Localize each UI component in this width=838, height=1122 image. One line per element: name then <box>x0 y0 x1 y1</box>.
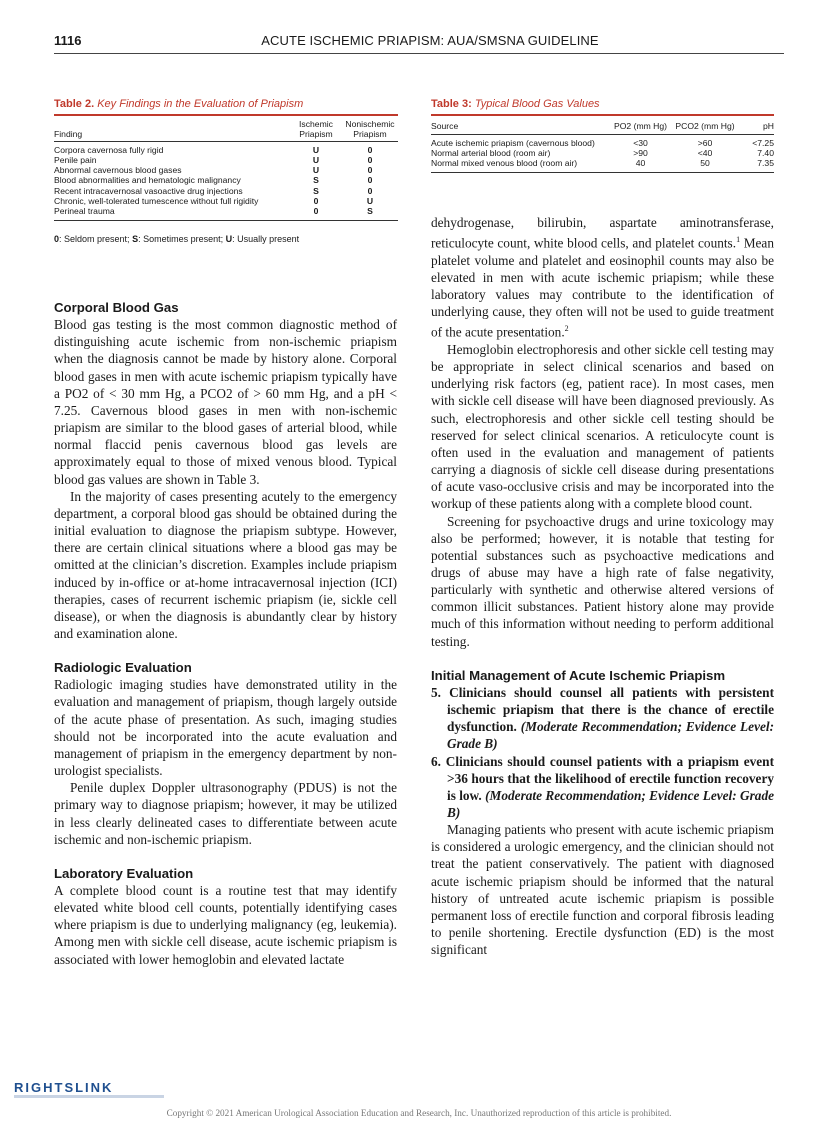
ischemic-cell: U <box>312 165 320 176</box>
table-row <box>431 148 774 158</box>
paragraph: A complete blood count is a routine test that may identify elevated white blood cell counts, potentially identifying cases where priapism is due to underlying malignancy (eg, leukemia). Among men with sickle cell disease, acute ischemic priapism is associated with lower hemoglobin and elevated lactate <box>54 883 397 967</box>
table-row <box>54 186 398 196</box>
finding-cell: Chronic, well-tolerated tumescence without full rigidity <box>54 195 259 206</box>
nonischemic-cell: 0 <box>367 155 373 166</box>
finding-cell: Blood abnormalities and hematologic malignancy <box>54 175 241 186</box>
heading-laboratory-evaluation: Laboratory Evaluation <box>54 865 194 881</box>
col-ph: pH <box>763 121 774 131</box>
col-nonischemic <box>342 119 398 139</box>
table-row <box>54 196 398 206</box>
ischemic-cell: 0 <box>313 195 319 206</box>
finding-cell: Penile pain <box>54 155 97 166</box>
col-nonischemic-l1: Nonischemic <box>345 119 395 129</box>
ischemic-cell: U <box>312 145 320 156</box>
heading-corporal-blood-gas: Corporal Blood Gas <box>54 300 179 315</box>
table-row <box>54 165 398 175</box>
table-3-header-rule <box>431 134 774 135</box>
citation-2: 2 <box>564 324 569 334</box>
nonischemic-cell: U <box>366 195 374 206</box>
rec-number: 5. <box>431 684 441 700</box>
legend-value-u: : Usually present <box>232 233 300 244</box>
text-run: dehydrogenase, bilirubin, aspartate aminotransferase, reticulocyte count, white blood cells, and platelet counts. <box>431 215 774 251</box>
paragraph: Hemoglobin electrophoresis and other sickle cell testing may be appropriate in select clinical scenarios and based on underlying risk factors (eg, patient race). In most cases, men with sickle cell disease will have been diagnosed previously. As such, electrophoresis and other sickle cell testing should be reserved for select clinical scenarios. A reticulocyte count is often used in the evaluation and management of patients carrying a diagnosis of sickle cell disease during presentations of acute vaso-occlusive crisis and may be incorporated into the workup of these patients along with a complete blood count. <box>431 341 774 512</box>
legend-key-s: S <box>132 233 139 244</box>
table-3 <box>431 98 774 173</box>
ph-cell: <7.25 <box>752 138 774 149</box>
col-po2: PO2 (mm Hg) <box>614 121 667 131</box>
left-column <box>54 299 397 968</box>
paragraph: In the majority of cases presenting acutely to the emergency department, a corporal blood gas should be obtained during the initial evaluation to diagnose the priapism subtype. However, there are certain clinical situations where a blood gas may be omitted at the clinician’s discretion. Examples include priapism induced by in-office or at-home intracavernosal injection (ICI) therapies, cases of recurrent ischemic priapism (ie, sickle cell disease), or when the diagnosis is abundantly clear by history and examination alone. <box>54 488 397 641</box>
table-2-caption <box>54 98 398 110</box>
table-row <box>54 155 398 165</box>
table-row <box>54 206 398 216</box>
rightslink-logo[interactable]: RIGHTSLINK <box>14 1080 114 1095</box>
paragraph: Penile duplex Doppler ultrasonography (PDUS) is not the primary way to diagnose priapism; however, it may be utilized in less clearly delineated cases to differentiate between acute ischemic and non-ischemic priapism. <box>54 780 397 847</box>
ischemic-cell: 0 <box>313 205 319 216</box>
col-ischemic <box>290 119 342 139</box>
recommendation-6 <box>431 753 774 822</box>
finding-cell: Corpora cavernosa fully rigid <box>54 145 164 156</box>
table-row <box>54 145 398 155</box>
po2-cell: >90 <box>633 148 648 159</box>
source-cell: Normal arterial blood (room air) <box>431 148 551 159</box>
rec-text: Clinicians should counsel patients with a priapism event >36 hours that the likelihood of erectile function recovery is low. <box>445 753 774 803</box>
ischemic-cell: U <box>312 155 320 166</box>
ischemic-cell: S <box>313 175 319 186</box>
table-2-title: Key Findings in the Evaluation of Priapism <box>97 98 304 110</box>
legend-key-0: 0 <box>54 233 60 244</box>
col-finding: Finding <box>54 129 83 140</box>
source-cell: Normal mixed venous blood (room air) <box>431 158 578 169</box>
po2-cell: <30 <box>633 138 648 149</box>
table-2-grid <box>54 119 398 216</box>
nonischemic-cell: 0 <box>367 145 373 156</box>
legend-value-0: : Seldom present; <box>59 233 133 244</box>
legend-value-s: : Sometimes present; <box>138 233 226 244</box>
table-3-top-rule <box>431 114 774 116</box>
table-2-header <box>54 119 398 139</box>
text-run: Mean platelet volume and platelet and eosinophil counts may also be elevated in men with acute ischemic priapism; while these laboratory values may contribute to the identification of underlying cause, they often will not be used to guide treatment of the acute presentation. <box>431 235 774 340</box>
col-source: Source <box>431 121 459 131</box>
table-row <box>431 158 774 168</box>
page-number: 1116 <box>54 33 82 48</box>
paragraph: Blood gas testing is the most common diagnostic method of distinguishing acute ischemic from non-ischemic priapism when the diagnosis cannot be made by history alone. Corporal blood gases in men with acute ischemic priapism typically have a PO2 of < 30 mm Hg, a PCO2 of > 60 mm Hg, and a pH < 7.25. Cavernous blood gases in men with non-ischemic priapism are similar to the blood gases of arterial blood, while normal flaccid penis cavernous blood gas levels are approximately equal to those of mixed venous blood. Typical blood gas values are shown in Table 3. <box>54 317 397 487</box>
paragraph: Screening for psychoactive drugs and urine toxicology may also be performed; however, it is notable that testing for potential substances such as psychoactive medications and drugs of abuse may have a high rate of false negativity, particularly with synthetic and otherwise altered versions of common illicit substances. Patient history alone may provide much of this information without needing to perform additional testing. <box>431 513 774 649</box>
legend-key-u: U <box>225 233 233 244</box>
paragraph: Managing patients who present with acute ischemic priapism is considered a urologic emergency, and the clinician should not treat the patient conservatively. The patient with diagnosed acute ischemic priapism should be informed that the natural history of untreated acute ischemic priapism is possible permanent loss of erectile function and corporal fibrosis leading to penile shortening. Erectile dysfunction (ED) is the most significant <box>431 822 774 958</box>
finding-cell: Recent intracavernosal vasoactive drug injections <box>54 185 243 196</box>
finding-cell: Abnormal cavernous blood gases <box>54 165 182 176</box>
table-2 <box>54 98 398 244</box>
rec-grade: (Moderate Recommendation; Evidence Level: Grade B) <box>447 719 774 752</box>
rec-text: Clinicians should counsel all patients with persistent ischemic priapism that there is the chance of erectile dysfunction. <box>447 684 774 735</box>
col-ischemic-l1: Ischemic <box>299 119 333 129</box>
rightslink-underline <box>14 1095 164 1098</box>
heading-initial-management: Initial Management of Acute Ischemic Priapism <box>431 667 726 683</box>
right-column <box>431 214 774 958</box>
source-cell: Acute ischemic priapism (cavernous blood) <box>431 138 595 149</box>
table-2-legend <box>54 234 398 244</box>
table-2-label: Table 2. <box>54 98 95 110</box>
table-3-grid <box>431 121 774 168</box>
header-rule <box>54 53 784 54</box>
nonischemic-cell: 0 <box>367 185 373 196</box>
table-3-caption <box>431 98 774 110</box>
table-3-label: Table 3: <box>431 98 472 110</box>
copyright-footer: Copyright © 2021 American Urological Association Education and Research, Inc. Unauthorized reproduction of this article is prohibited. <box>166 1108 672 1118</box>
ischemic-cell: S <box>313 185 319 196</box>
nonischemic-cell: 0 <box>367 165 373 176</box>
nonischemic-cell: 0 <box>367 175 373 186</box>
citation-1: 1 <box>736 235 741 245</box>
recommendation-5 <box>431 684 774 753</box>
finding-cell: Perineal trauma <box>54 205 115 216</box>
pco2-cell: >60 <box>697 138 713 149</box>
table-2-bottom-rule <box>54 220 398 221</box>
table-2-top-rule <box>54 114 398 116</box>
pco2-cell: <40 <box>697 148 713 159</box>
po2-cell: 40 <box>635 158 646 169</box>
rec-grade: (Moderate Recommendation; Evidence Level: Grade B) <box>447 787 774 820</box>
running-head: ACUTE ISCHEMIC PRIAPISM: AUA/SMSNA GUIDELINE <box>261 33 599 48</box>
ph-cell: 7.35 <box>757 158 774 169</box>
col-nonischemic-l2: Priapism <box>353 129 387 140</box>
heading-radiologic-evaluation: Radiologic Evaluation <box>54 660 192 676</box>
col-pco2: PCO2 (mm Hg) <box>675 121 735 131</box>
table-3-header <box>431 121 774 131</box>
table-row <box>431 138 774 148</box>
nonischemic-cell: S <box>367 205 373 216</box>
ph-cell: 7.40 <box>757 148 774 159</box>
table-row <box>54 175 398 185</box>
table-3-title: Typical Blood Gas Values <box>474 98 600 110</box>
table-3-bottom-rule <box>431 172 774 173</box>
col-ischemic-l2: Priapism <box>299 129 333 140</box>
paragraph-continued <box>431 214 774 341</box>
rec-number: 6. <box>431 753 441 769</box>
paragraph: Radiologic imaging studies have demonstrated utility in the evaluation and management of priapism, though largely outside of the acute phase of presentation. As such, imaging studies should not be incorporated into the acute evaluation and management of priapism in the emergency department by non-urologist specialists. <box>54 677 397 779</box>
pco2-cell: 50 <box>700 158 710 169</box>
table-2-header-rule <box>54 141 398 142</box>
